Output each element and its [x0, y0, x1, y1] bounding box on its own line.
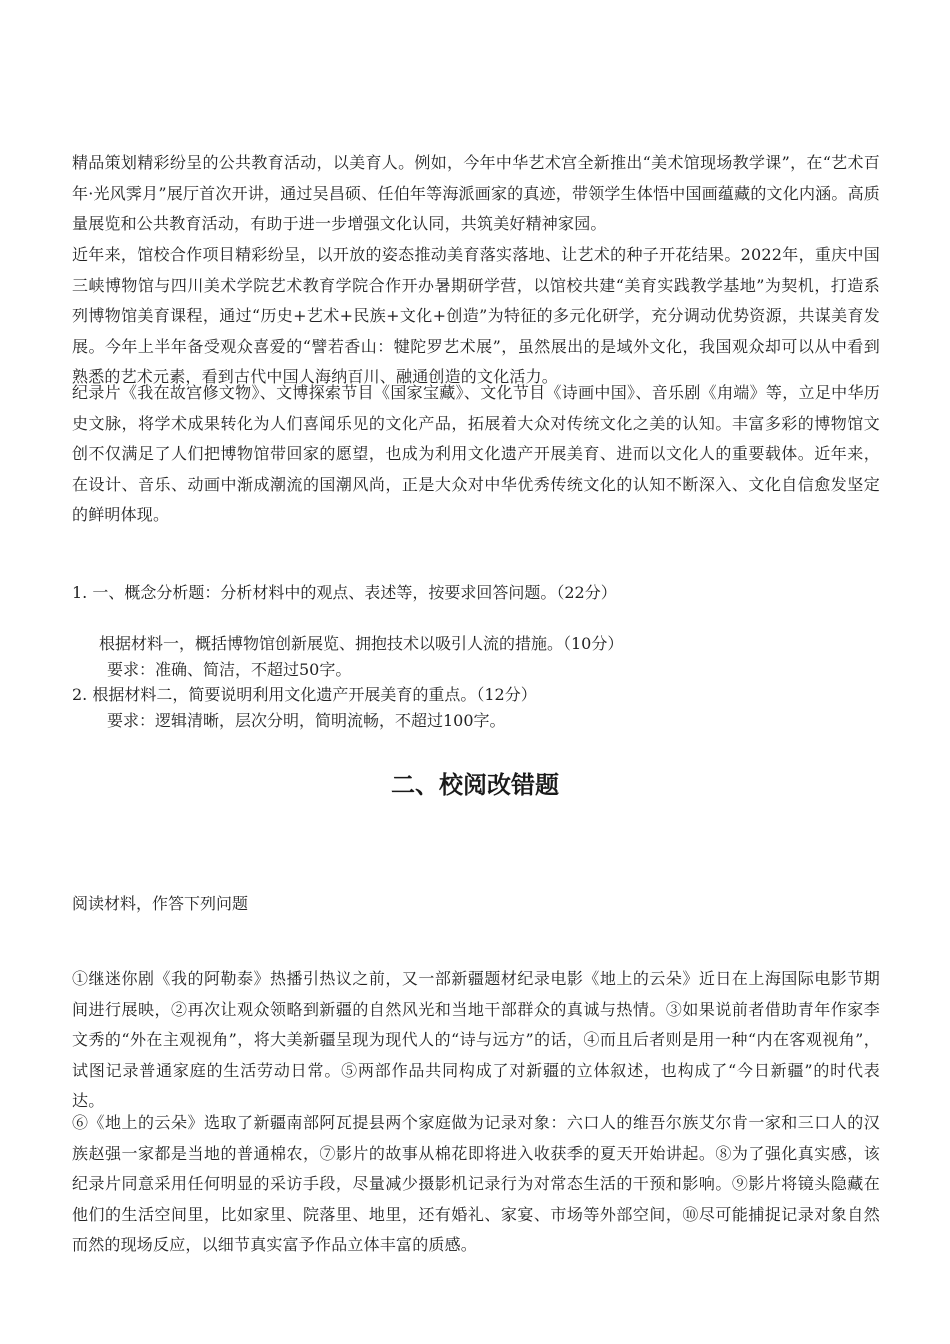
- material-paragraph-2: 近年来，馆校合作项目精彩纷呈，以开放的姿态推动美育落实落地、让艺术的种子开花结果。2022年，重庆中国三峡博物馆与四川美术学院艺术教育学院合作开办暑期研学营，以馆校共建“美育实践教学基地”为契机，打造系列博物馆美育课程，通过“历史+艺术+民族+文化+创造”为特征的多元化研学，充分调动优势资源，共谋美育发展。今年上半年备受观众喜爱的“譬若香山：犍陀罗艺术展”，虽然展出的是域外文化，我国观众却可以从中看到熟悉的艺术元素，看到古代中国人海纳百川、融通创造的文化活力。: [72, 245, 880, 386]
- question-1-requirement: 要求：准确、简洁，不超过50字。: [107, 660, 352, 679]
- material-paragraph-3: 纪录片《我在故宫修文物》、文博探索节目《国家宝藏》、文化节目《诗画中国》、音乐剧《甪端》等，立足中华历史文脉，将学术成果转化为人们喜闻乐见的文化产品，拓展着大众对传统文化之美的认知。丰富多彩的博物馆文创不仅满足了人们把博物馆带回家的愿望，也成为利用文化遗产开展美育、进而以文化人的重要载体。近年来，在设计、音乐、动画中渐成潮流的国潮风尚，正是大众对中华优秀传统文化的认知不断深入、文化自信愈发坚定的鲜明体现。: [72, 383, 880, 524]
- question-2-title: 2. 根据材料二，简要说明利用文化遗产开展美育的重点。（12分）: [72, 685, 537, 704]
- section-2-heading: 二、校阅改错题: [391, 770, 559, 799]
- section-2-instruction: 阅读材料，作答下列问题: [72, 894, 249, 913]
- section-2-paragraph-2: ⑥《地上的云朵》选取了新疆南部阿瓦提县两个家庭做为记录对象：六口人的维吾尔族艾尔肯一家和三口人的汉族赵强一家都是当地的普通棉农，⑦影片的故事从棉花即将进入收获季的夏天开始讲起。⑧为了强化真实感，该纪录片同意采用任何明显的采访手段，尽量减少摄影机记录行为对常态生活的干预和影响。⑨影片将镜头隐藏在他们的生活空间里，比如家里、院落里、地里，还有婚礼、家宴、市场等外部空间，⑩尽可能捕捉记录对象自然而然的现场反应，以细节真实富予作品立体丰富的质感。: [72, 1113, 880, 1254]
- question-1-subquestion: 根据材料一，概括博物馆创新展览、拥抱技术以吸引人流的措施。（10分）: [99, 634, 624, 653]
- question-1-title: 1. 一、概念分析题：分析材料中的观点、表述等，按要求回答问题。（22分）: [72, 583, 617, 602]
- material-paragraph-1: 精品策划精彩纷呈的公共教育活动，以美育人。例如，今年中华艺术宫全新推出“美术馆现场教学课”，在“艺术百年·光风霁月”展厅首次开讲，通过吴昌硕、任伯年等海派画家的真迹，带领学生体悟中国画蕴藏的文化内涵。高质量展览和公共教育活动，有助于进一步增强文化认同，共筑美好精神家园。: [72, 153, 880, 233]
- question-2-requirement: 要求：逻辑清晰，层次分明，简明流畅，不超过100字。: [107, 711, 506, 730]
- section-2-paragraph-1: ①继迷你剧《我的阿勒泰》热播引热议之前，又一部新疆题材纪录电影《地上的云朵》近日在上海国际电影节期间进行展映，②再次让观众领略到新疆的自然风光和当地干部群众的真诚与热情。③如果说前者借助青年作家李文秀的“外在主观视角”，将大美新疆呈现为现代人的“诗与远方”的话，④而且后者则是用一种“内在客观视角”，试图记录普通家庭的生活劳动日常。⑤两部作品共同构成了对新疆的立体叙述，也构成了“今日新疆”的时代表达。: [72, 969, 880, 1110]
